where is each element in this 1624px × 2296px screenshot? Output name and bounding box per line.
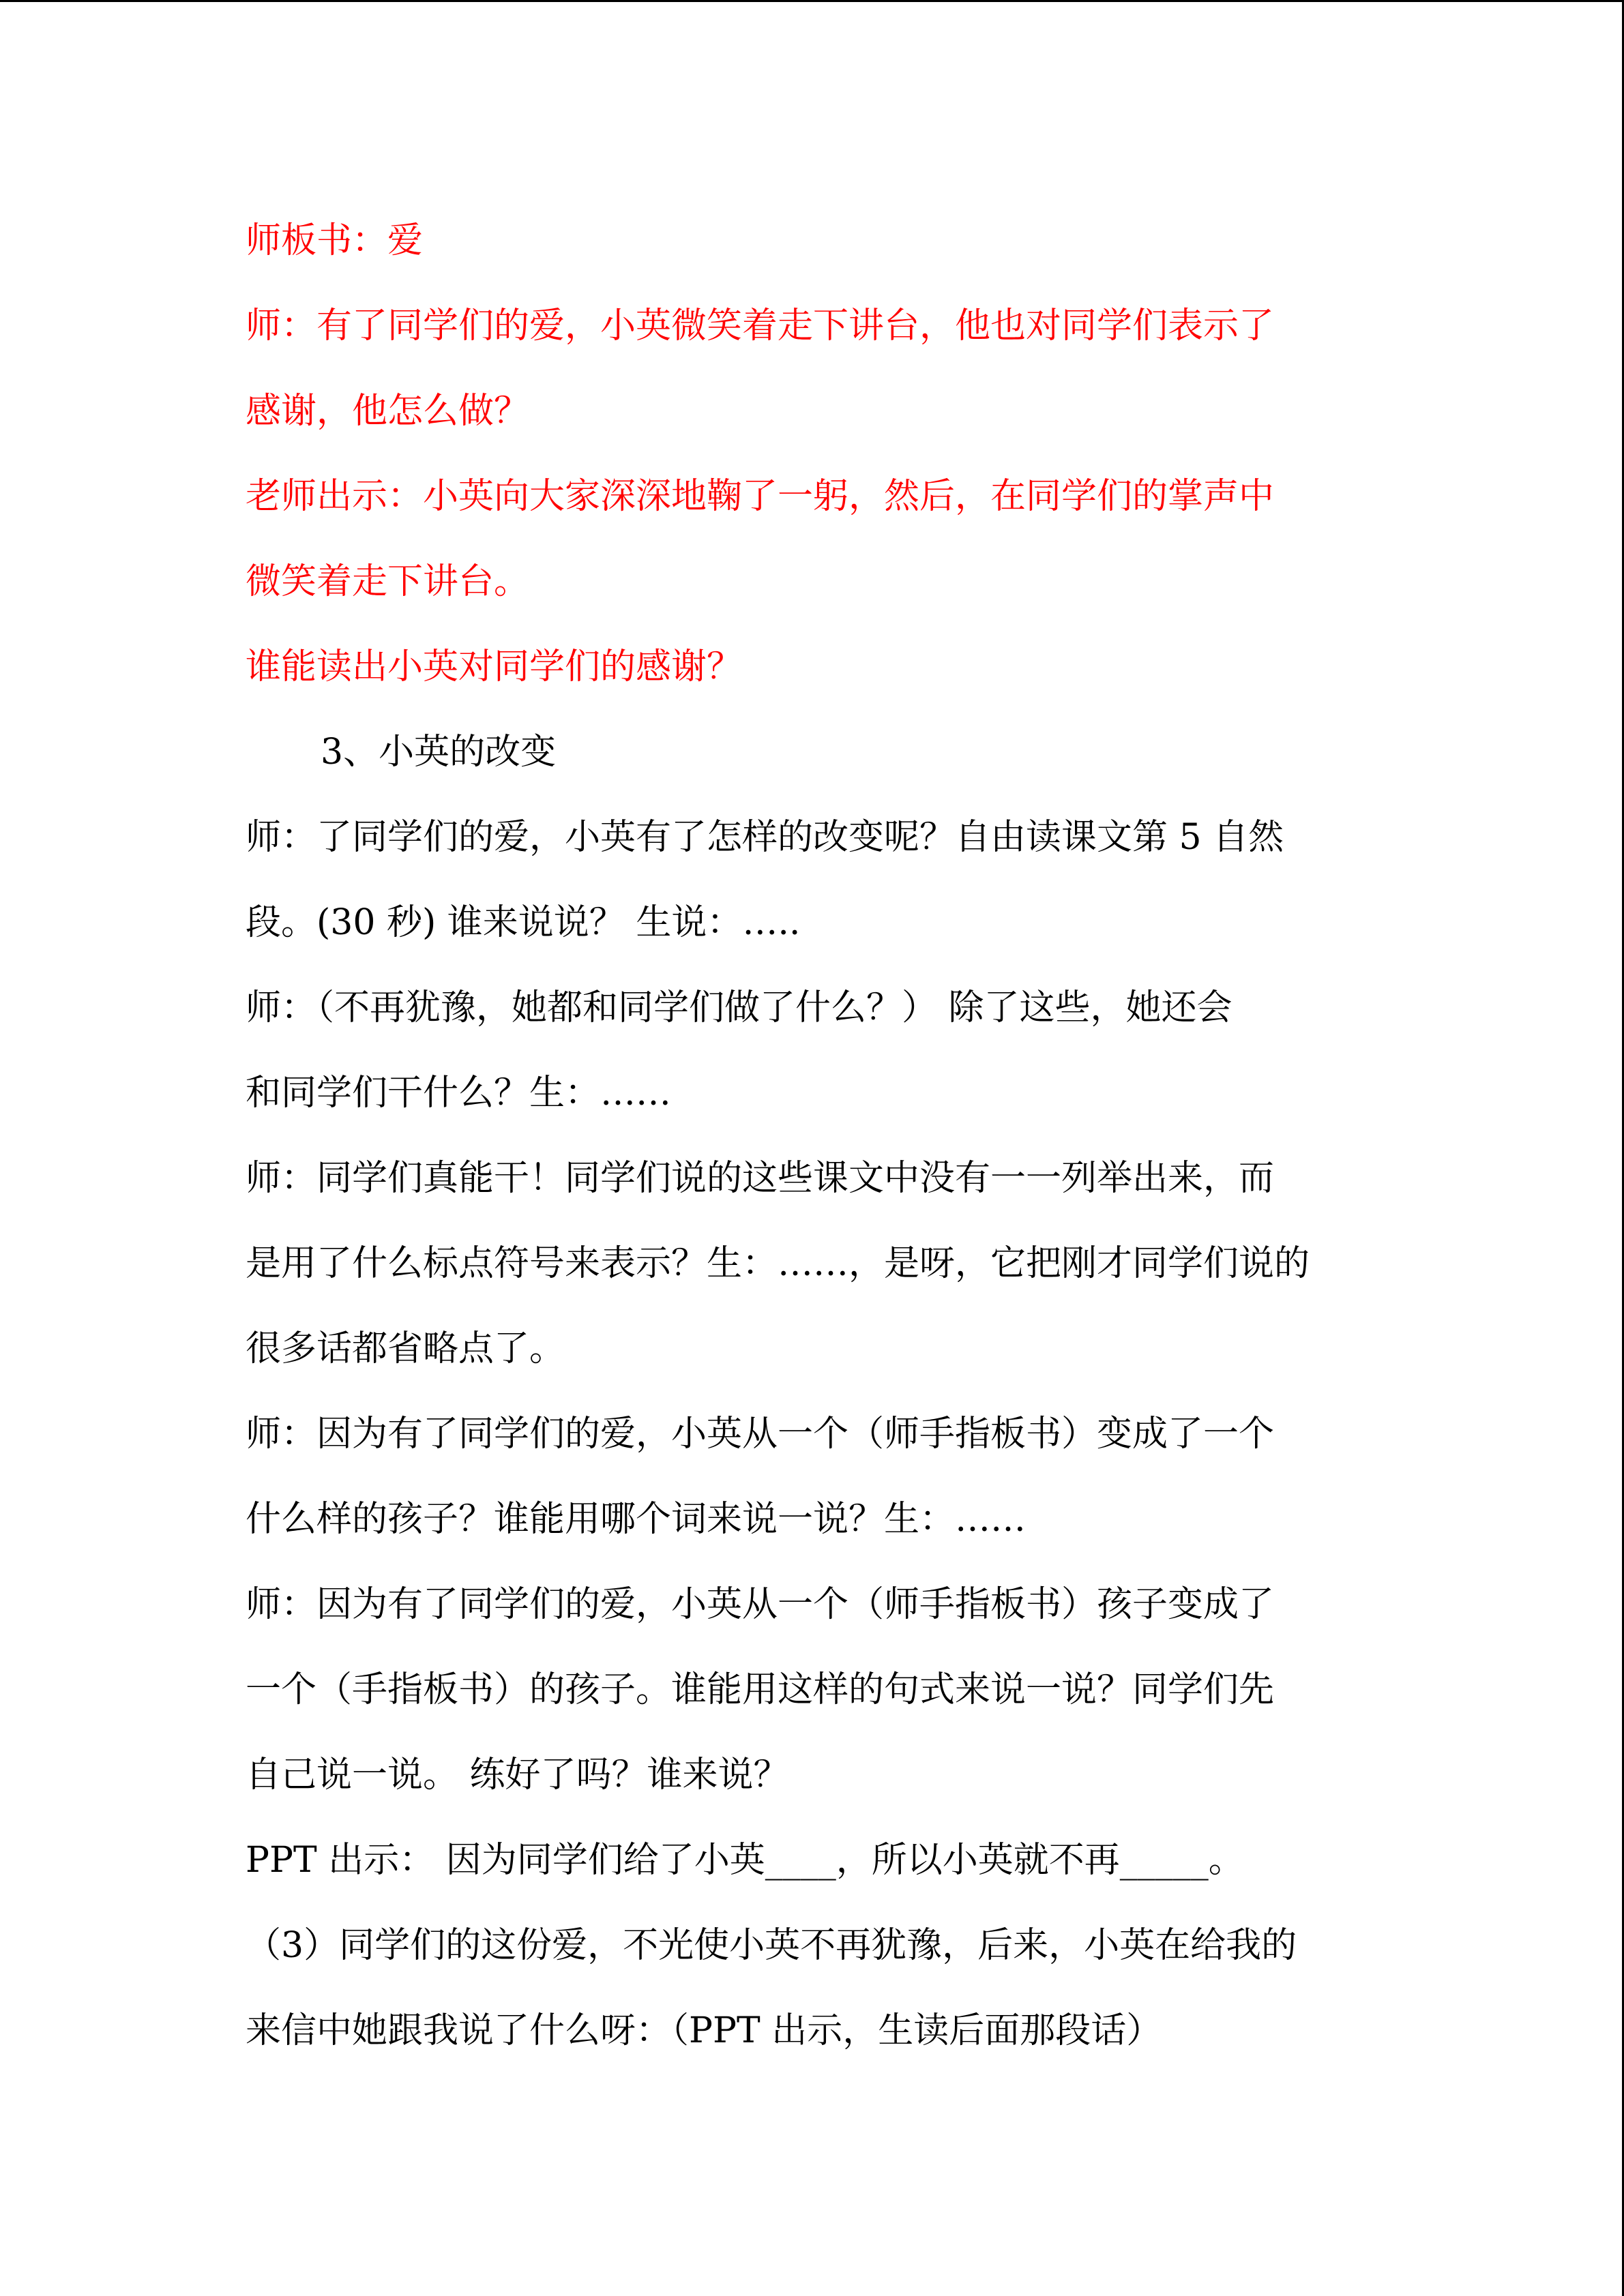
text-line-punctuation: 师：同学们真能干！同学们说的这些课文中没有一一列举出来，而 — [246, 1158, 1275, 1199]
text-line-love-effect: （3）同学们的这份爱，不光使小英不再犹豫，后来，小英在给我的 — [246, 1925, 1297, 1966]
text-line-teacher-writes-love: 师板书：爱 — [246, 220, 424, 261]
text-line-punctuation-cont: 是用了什么标点符号来表示？生：……，是呀，它把刚才同学们说的 — [246, 1243, 1310, 1284]
text-line-no-hesitation: 师：（不再犹豫，她都和同学们做了什么？） 除了这些，她还会 — [246, 987, 1232, 1028]
text-line-became-child-cont: 什么样的孩子？谁能用哪个词来说一说？生：…… — [246, 1499, 1027, 1540]
section-heading-change: 3、小英的改变 — [321, 732, 557, 773]
text-line-change-question: 师：了同学们的爱，小英有了怎样的改变呢？自由读课文第 5 自然 — [246, 817, 1284, 858]
text-line-teacher-shows-cont: 微笑着走下讲台。 — [246, 561, 530, 602]
text-line-sentence-pattern-cont: 一个（手指板书）的孩子。谁能用这样的句式来说一说？同学们先 — [246, 1669, 1275, 1710]
text-line-letter: 来信中她跟我说了什么呀：（PPT 出示，生读后面那段话） — [246, 2010, 1162, 2051]
text-line-became-child: 师：因为有了同学们的爱，小英从一个（师手指板书）变成了一个 — [246, 1414, 1275, 1455]
text-line-change-question-cont: 段。(30 秒) 谁来说说？ 生说：….. — [246, 902, 801, 943]
text-line-ppt-fill-blank: PPT 出示： 因为同学们给了小英____，所以小英就不再_____。 — [246, 1840, 1244, 1881]
text-line-no-hesitation-cont: 和同学们干什么？生：…… — [246, 1073, 672, 1114]
text-line-teacher-shows: 老师出示：小英向大家深深地鞠了一躬，然后，在同学们的掌声中 — [246, 476, 1275, 517]
text-line-teacher-question-1: 师：有了同学们的爱，小英微笑着走下讲台，他也对同学们表示了 — [246, 305, 1275, 346]
text-line-read-thanks: 谁能读出小英对同学们的感谢？ — [246, 646, 743, 687]
text-line-practice: 自己说一说。 练好了吗？谁来说？ — [246, 1755, 789, 1795]
text-line-teacher-question-1-cont: 感谢，他怎么做？ — [246, 391, 530, 432]
text-line-punctuation-end: 很多话都省略点了。 — [246, 1328, 565, 1369]
text-line-sentence-pattern: 师：因为有了同学们的爱，小英从一个（师手指板书）孩子变成了 — [246, 1584, 1275, 1625]
